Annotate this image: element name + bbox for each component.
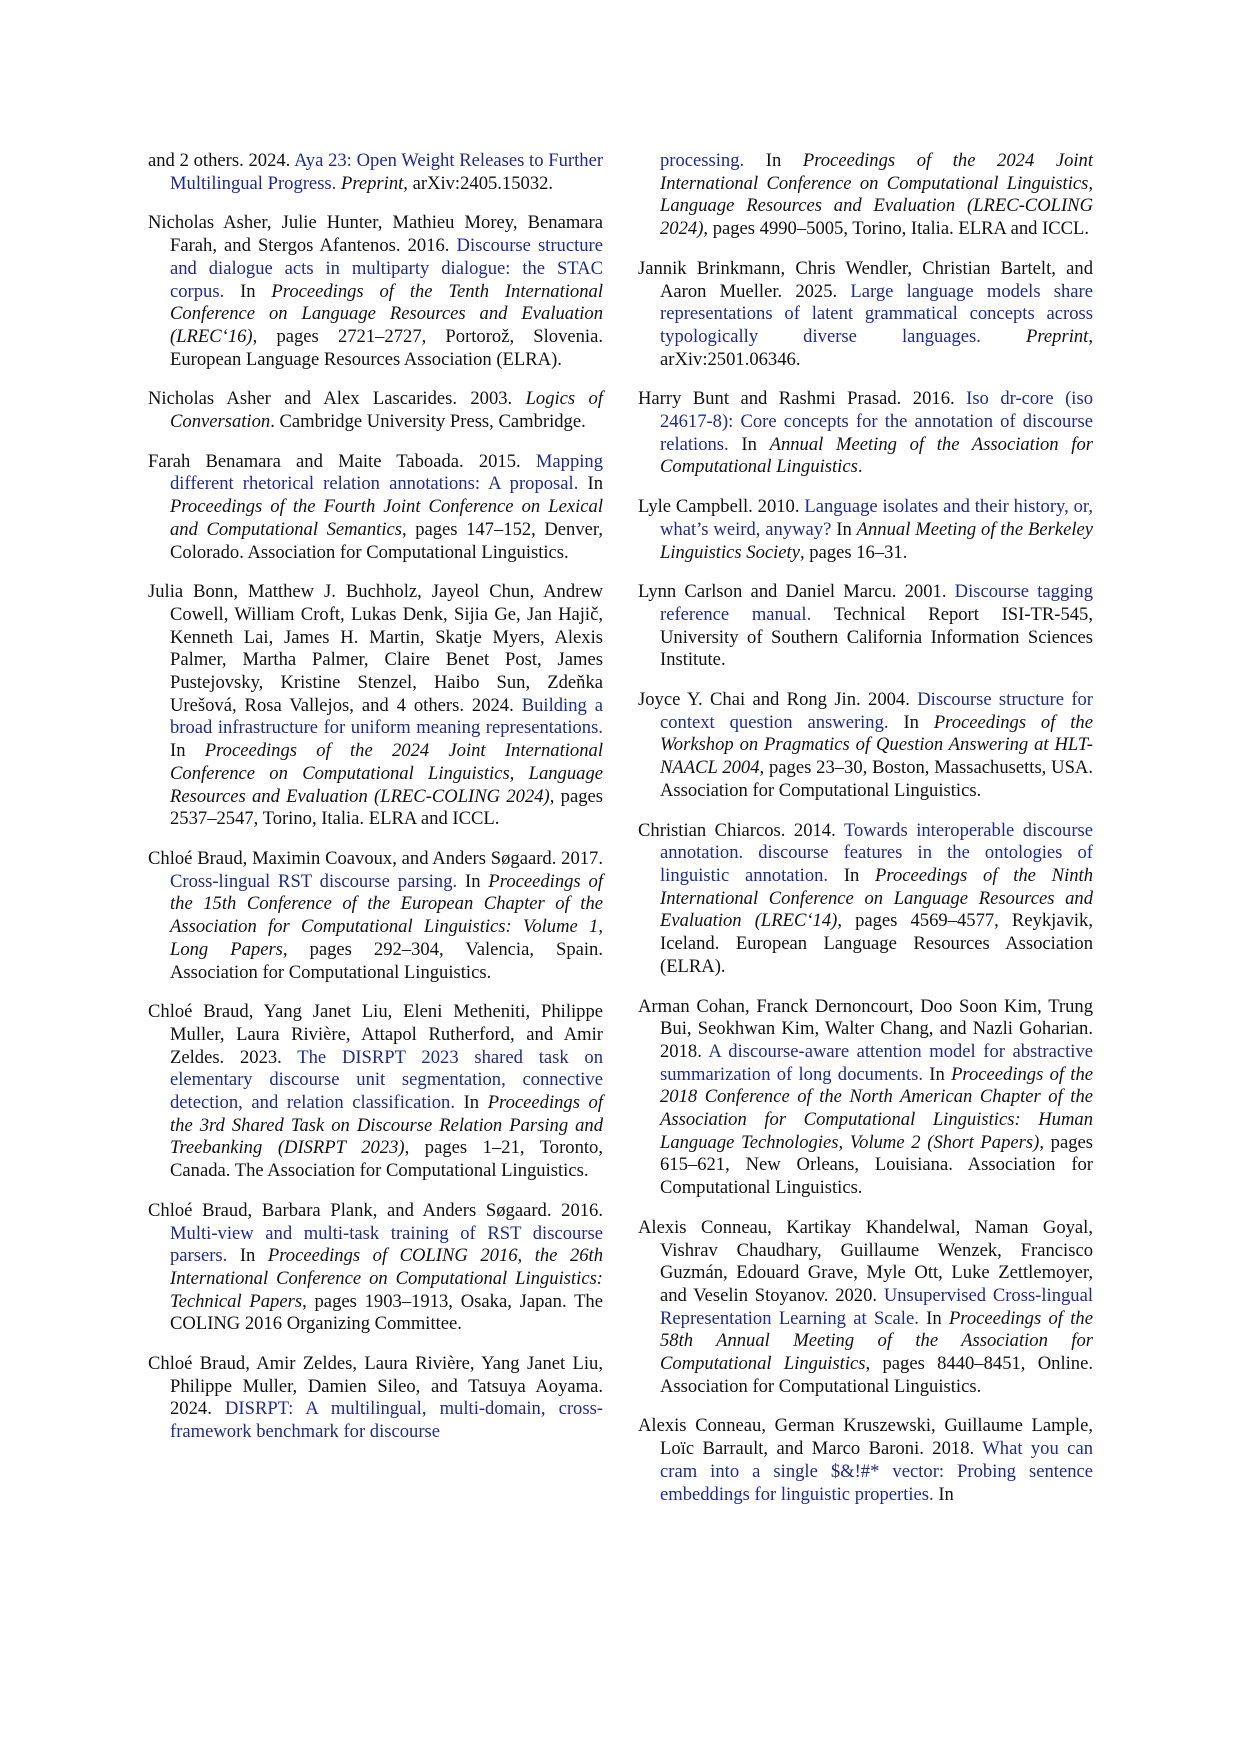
reference-details: , pages 2537–2547, Torino, Italia. ELRA and ICCL. — [170, 785, 603, 830]
reference-entry — [638, 496, 1093, 564]
reference-venue: Proceedings of the 2024 Joint International Conference on Computational Linguistics, Language Resources and Evaluation (LREC-COLING 2024) — [660, 150, 1093, 240]
reference-venue: Preprint — [1026, 325, 1089, 347]
reference-entry — [148, 848, 603, 984]
reference-entry — [638, 150, 1093, 241]
reference-authors: Chloé Braud, Amir Zeldes, Laura Rivière, Yang Janet Liu, Philippe Muller, Damien Sileo, and Tatsuya Aoyama. 2024. — [148, 1353, 603, 1420]
reference-entry — [638, 996, 1093, 1200]
reference-authors: Julia Bonn, Matthew J. Buchholz, Jayeol Chun, Andrew Cowell, William Croft, Lukas Denk, Sijia Ge, Jan Hajič, Kenneth Lai, James H. Martin, Skatje Myers, Alexis Palmer, Martha Palmer, Claire Benet Post, James Pustejovsky, Kristine Stenzel, Haibo Sun, Zdeňka Urešová, Rosa Vallejos, and 4 others. 2024. — [148, 581, 603, 716]
reference-title-link[interactable]: Unsupervised Cross-lingual Representation Learning at Scale. — [660, 1284, 1094, 1329]
reference-title-link[interactable]: DISRPT: A multilingual, multi-domain, cross-framework benchmark for discourse — [170, 1398, 604, 1443]
reference-title-link[interactable]: Aya 23: Open Weight Releases to Further Multilingual Progress. — [170, 150, 604, 194]
reference-prefix: In — [170, 740, 186, 762]
reference-title-link[interactable]: Building a broad infrastructure for uniform meaning representations. — [170, 694, 603, 739]
reference-venue: Proceedings of the 2018 Conference of the North American Chapter of the Association for Computational Linguistics: Human Language Technologies, Volume 2 (Short Papers) — [660, 1063, 1094, 1153]
reference-prefix: In — [465, 870, 481, 892]
reference-entry — [148, 581, 603, 831]
reference-authors: Alexis Conneau, Kartikay Khandelwal, Naman Goyal, Vishrav Chaudhary, Guillaume Wenzek, Francisco Guzmán, Edouard Grave, Myle Ott, Luke Zettlemoyer, and Veselin Stoyanov. 2020. — [638, 1216, 1093, 1306]
reference-title-link[interactable]: Discourse structure and dialogue acts in multiparty dialogue: the STAC corpus. — [170, 235, 603, 302]
reference-entry — [638, 820, 1093, 979]
reference-venue: Annual Meeting of the Berkeley Linguistics Society — [660, 518, 1094, 563]
reference-title-link[interactable]: The DISRPT 2023 shared task on elementary discourse unit segmentation, connective detection, and relation classification. — [170, 1046, 604, 1114]
reference-title-link[interactable]: A discourse-aware attention model for abstractive summarization of long documents. — [660, 1040, 1093, 1085]
reference-details: , pages 8440–8451, Online. Association for Computational Linguistics. — [660, 1353, 1094, 1397]
reference-details: , arXiv:2405.15032. — [403, 172, 554, 194]
reference-venue: Proceedings of the 15th Conference of the European Chapter of the Association for Computational Linguistics: Volume 1, Long Papers — [170, 870, 603, 960]
reference-details: , pages 4990–5005, Torino, Italia. ELRA and ICCL. — [703, 218, 1090, 240]
reference-prefix: In — [843, 864, 860, 886]
reference-entry — [638, 1415, 1093, 1506]
reference-title-link[interactable]: Discourse tagging reference manual. — [660, 581, 1093, 625]
reference-entry — [148, 1001, 603, 1183]
reference-entry — [148, 1353, 603, 1444]
reference-authors: Arman Cohan, Franck Dernoncourt, Doo Soon Kim, Trung Bui, Seokhwan Kim, Walter Chang, and Nazli Goharian. 2018. — [638, 995, 1093, 1062]
reference-title-link[interactable]: Discourse structure for context question answering. — [660, 689, 1094, 733]
reference-details: , pages 615–621, New Orleans, Louisiana. Association for Computational Linguistics. — [660, 1131, 1093, 1199]
reference-venue: Preprint — [340, 172, 404, 194]
reference-authors: Farah Benamara and Maite Taboada. 2015. — [148, 450, 521, 472]
reference-venue: Proceedings of the Ninth International Conference on Language Resources and Evaluation (LREC‘14) — [660, 864, 1093, 932]
reference-entry — [148, 388, 603, 433]
reference-title-link[interactable]: Towards interoperable discourse annotation. discourse features in the ontologies of linguistic annotation. — [660, 819, 1094, 886]
reference-venue: Proceedings of the 2024 Joint International Conference on Computational Linguistics, Language Resources and Evaluation (LREC-COLING 2024) — [170, 740, 603, 807]
reference-venue: Proceedings of the Tenth International Conference on Language Resources and Evaluation (LREC‘16) — [170, 280, 603, 347]
reference-prefix: In — [741, 433, 757, 455]
reference-entry — [638, 581, 1093, 672]
reference-venue: Logics of Conversation — [170, 388, 603, 433]
reference-authors: Nicholas Asher and Alex Lascarides. 2003. — [148, 388, 513, 410]
reference-entry — [638, 689, 1093, 803]
reference-prefix: In — [938, 1483, 954, 1505]
reference-entry — [148, 150, 603, 195]
reference-title-link[interactable]: Iso dr-core (iso 24617-8): Core concepts for the annotation of discourse relations. — [660, 388, 1093, 455]
reference-details: , pages 16–31. — [799, 541, 908, 563]
reference-authors: Jannik Brinkmann, Chris Wendler, Christian Bartelt, and Aaron Mueller. 2025. — [638, 257, 1093, 302]
reference-details: . Cambridge University Press, Cambridge. — [270, 411, 586, 433]
reference-authors: Alexis Conneau, German Kruszewski, Guillaume Lample, Loïc Barrault, and Marco Baroni. 2018. — [638, 1415, 1093, 1460]
reference-entry — [148, 1200, 603, 1336]
reference-details: , pages 292–304, Valencia, Spain. Association for Computational Linguistics. — [170, 938, 603, 983]
reference-title-link[interactable]: What you can cram into a single $&!#* vector: Probing sentence embeddings for linguistic properties. — [660, 1438, 1093, 1505]
reference-title-link[interactable]: Multi-view and multi-task training of RST discourse parsers. — [170, 1222, 603, 1267]
reference-authors: and 2 others. 2024. — [148, 150, 291, 171]
reference-details: , pages 23–30, Boston, Massachusetts, USA. Association for Computational Linguistics. — [660, 757, 1093, 801]
reference-prefix: In — [463, 1092, 480, 1114]
reference-entry — [638, 1217, 1093, 1399]
reference-authors: Chloé Braud, Barbara Plank, and Anders Søgaard. 2016. — [148, 1199, 603, 1221]
right-column — [638, 150, 1093, 1523]
reference-authors: Chloé Braud, Yang Janet Liu, Eleni Metheniti, Philippe Muller, Laura Rivière, Attapol Rutherford, and Amir Zeldes. 2023. — [148, 1001, 603, 1068]
reference-details: , pages 1–21, Toronto, Canada. The Association for Computational Linguistics. — [170, 1137, 603, 1182]
reference-title-link[interactable]: Mapping different rhetorical relation annotations: A proposal. — [170, 450, 603, 495]
reference-title-link[interactable]: Language isolates and their history, or, what’s weird, anyway? — [660, 496, 1093, 540]
reference-authors: Harry Bunt and Rashmi Prasad. 2016. — [638, 388, 955, 410]
reference-details: , pages 4569–4577, Reykjavik, Iceland. European Language Resources Association (ELRA). — [660, 910, 1094, 977]
reference-venue: Proceedings of the 3rd Shared Task on Discourse Relation Parsing and Treebanking (DISRPT 2023) — [170, 1092, 603, 1159]
reference-authors: Lynn Carlson and Daniel Marcu. 2001. — [638, 581, 947, 603]
reference-prefix: In — [240, 280, 256, 302]
reference-venue: Proceedings of the 58th Annual Meeting of the Association for Computational Linguistics — [660, 1307, 1093, 1375]
reference-venue: Proceedings of the Workshop on Pragmatics of Question Answering at HLT-NAACL 2004 — [660, 711, 1093, 779]
reference-authors: Chloé Braud, Maximin Coavoux, and Anders Søgaard. 2017. — [148, 847, 603, 869]
reference-authors: Joyce Y. Chai and Rong Jin. 2004. — [638, 689, 910, 711]
reference-authors: Christian Chiarcos. 2014. — [638, 819, 836, 841]
reference-venue: Proceedings of COLING 2016, the 26th International Conference on Computational Linguistics: Technical Papers — [170, 1245, 603, 1312]
reference-prefix: In — [239, 1245, 256, 1267]
reference-title-link[interactable]: Large language models share representations of latent grammatical concepts across typologically diverse languages. — [660, 280, 1093, 347]
reference-prefix: In — [903, 711, 919, 733]
reference-entry — [148, 451, 603, 565]
reference-authors: Nicholas Asher, Julie Hunter, Mathieu Morey, Benamara Farah, and Stergos Afantenos. 2016. — [148, 212, 603, 257]
reference-details: , pages 147–152, Denver, Colorado. Association for Computational Linguistics. — [170, 518, 604, 563]
reference-prefix: In — [765, 150, 782, 171]
reference-details: . — [857, 456, 863, 478]
reference-authors: Lyle Campbell. 2010. — [638, 496, 800, 518]
reference-prefix: In — [587, 473, 603, 495]
reference-prefix: In — [929, 1063, 945, 1085]
reference-entry — [638, 258, 1093, 372]
reference-title-link[interactable]: processing. — [660, 150, 745, 171]
reference-prefix: In — [926, 1307, 942, 1329]
reference-title-link[interactable]: Cross-lingual RST discourse parsing. — [170, 870, 458, 892]
reference-entry — [148, 212, 603, 371]
reference-entry — [638, 388, 1093, 479]
reference-details: , pages 2721–2727, Portorož, Slovenia. European Language Resources Association (ELRA). — [170, 325, 603, 370]
reference-prefix: In — [836, 518, 852, 540]
reference-details: , arXiv:2501.06346. — [660, 325, 1093, 370]
reference-venue: Proceedings of the Fourth Joint Conference on Lexical and Computational Semantics — [170, 496, 603, 540]
left-column — [148, 150, 603, 1461]
reference-venue: Annual Meeting of the Association for Computational Linguistics — [660, 433, 1093, 478]
reference-details: Technical Report ISI-TR-545, University of Southern California Information Sciences Institute. — [660, 603, 1094, 671]
reference-details: , pages 1903–1913, Osaka, Japan. The COLING 2016 Organizing Committee. — [170, 1290, 603, 1335]
